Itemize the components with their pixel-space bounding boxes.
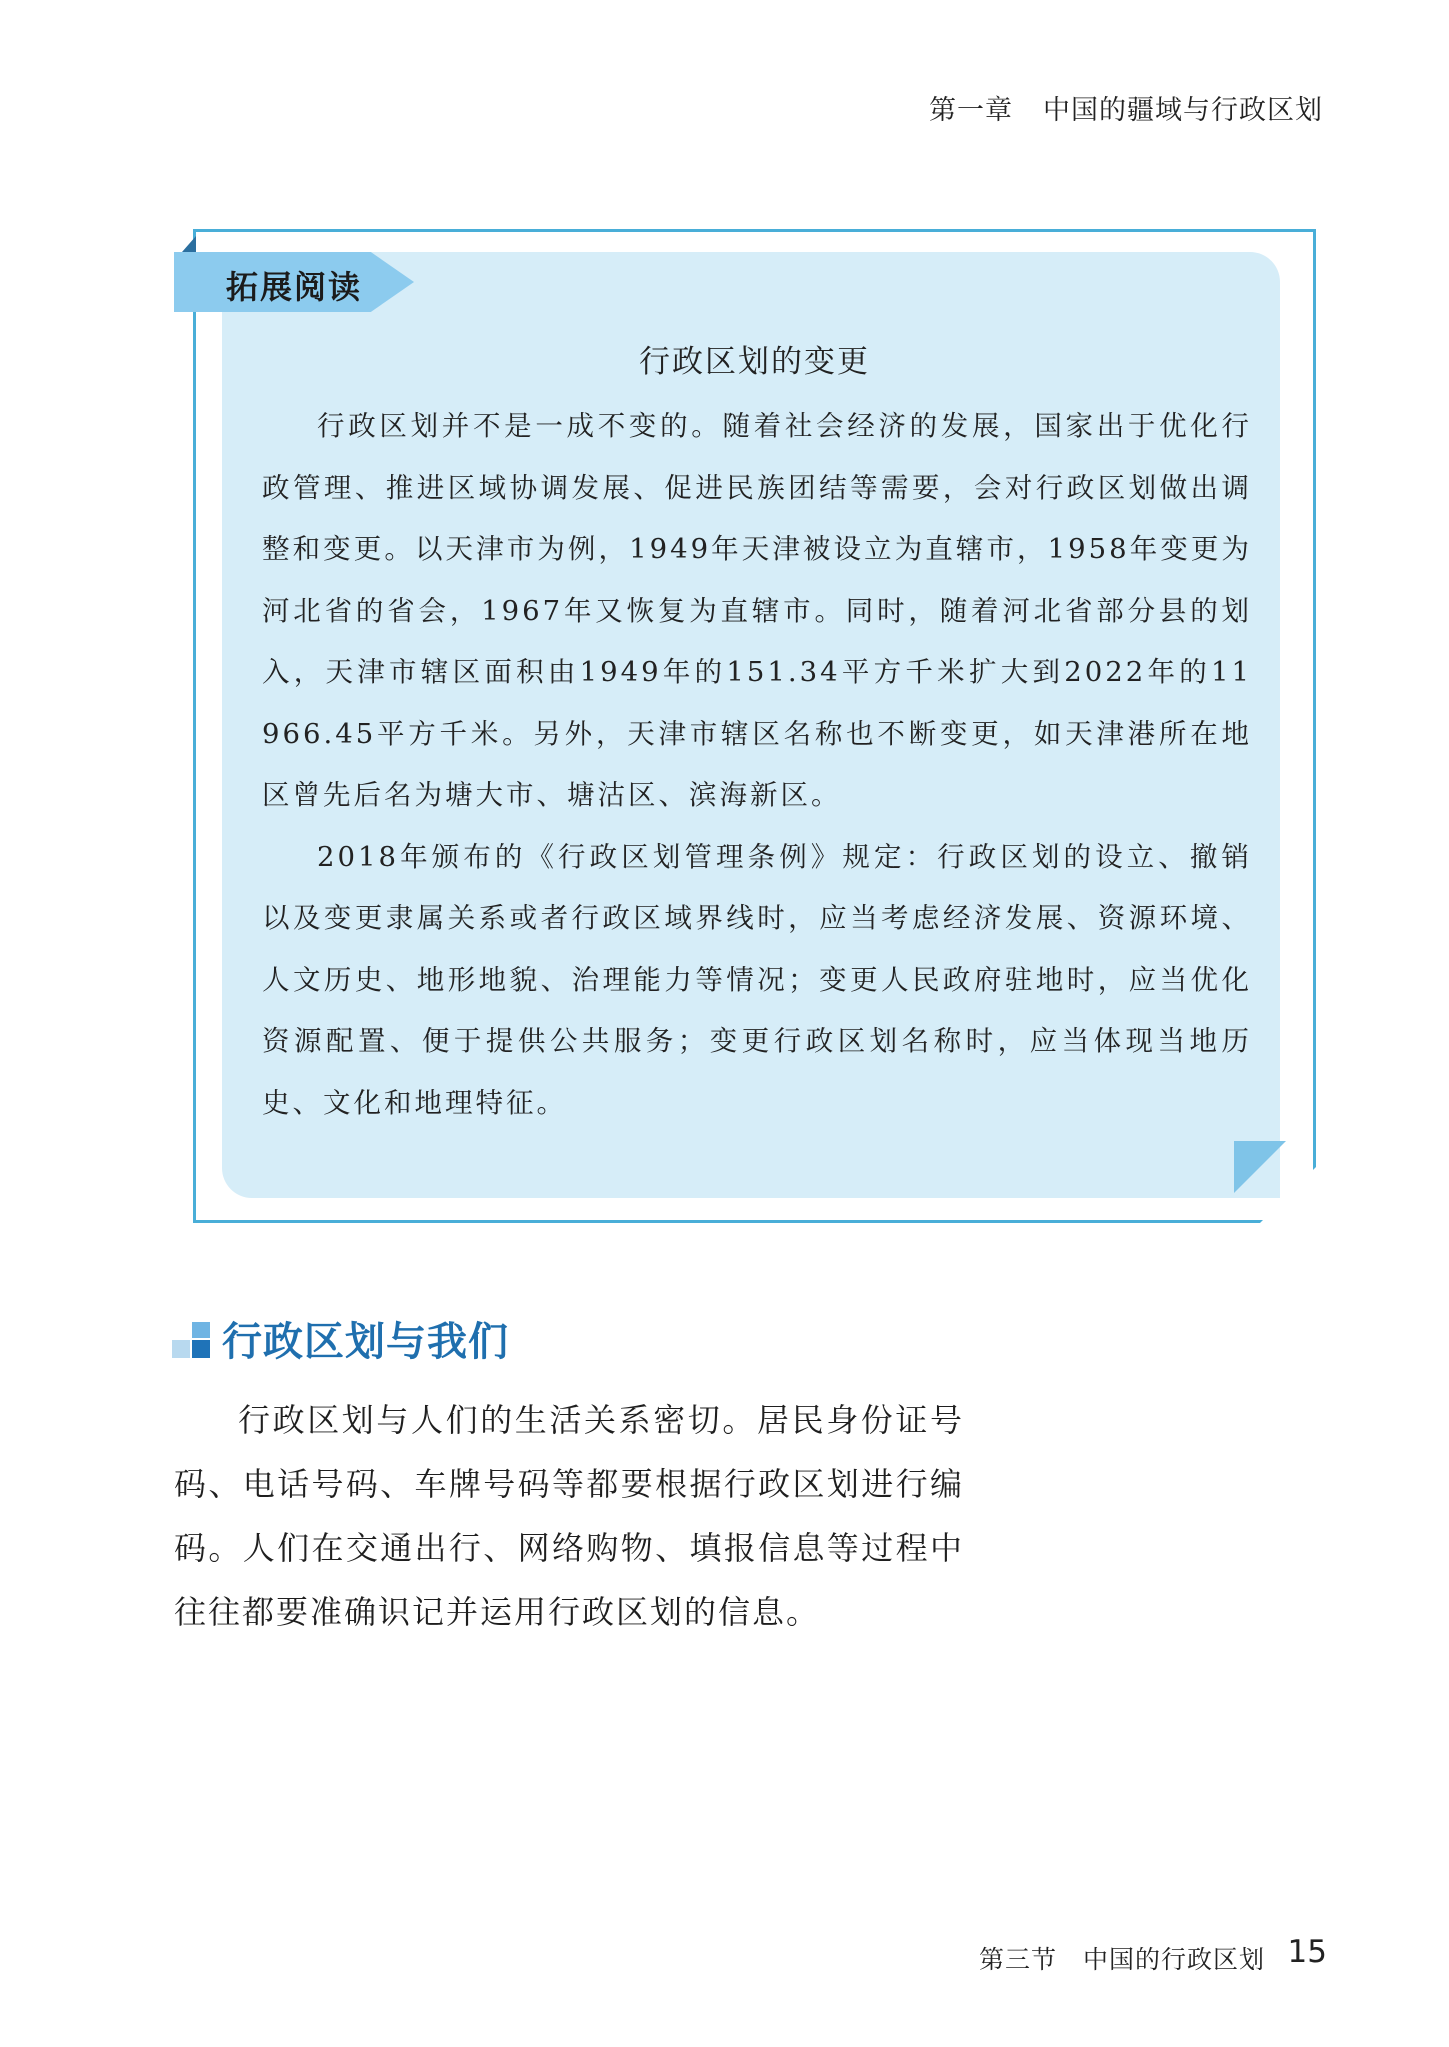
page-number: 15	[1287, 1934, 1327, 1970]
chapter-title: 中国的疆域与行政区划	[1043, 95, 1323, 126]
chapter-header	[929, 88, 1323, 127]
page-fold-flap	[1234, 1141, 1286, 1193]
footer-section-label: 第三节	[978, 1945, 1057, 1974]
section-body	[174, 1388, 964, 1644]
reading-title: 行政区划的变更	[639, 344, 870, 380]
extended-reading-tag-label: 拓展阅读	[226, 268, 363, 306]
footer-section-title: 中国的行政区划	[1082, 1945, 1265, 1974]
reading-body	[262, 396, 1252, 1134]
footer-section	[979, 1940, 1265, 1976]
section-squares-icon	[172, 1322, 212, 1360]
reading-paragraph: 行政区划并不是一成不变的。随着社会经济的发展，国家出于优化行政管理、推进区域协调发展、促进民族团结等需要，会对行政区划做出调整和变更。以天津市为例，1949年天津被设立为直辖市，1958年变更为河北省的省会，1967年又恢复为直辖市。同时，随着河北省部分县的划入，天津市辖区面积由1949年的151.34平方千米扩大到2022年的11 966.45平方千米。另外，天津市辖区名称也不断变更，如天津港所在地区曾先后名为塘大市、塘沽区、滨海新区。	[262, 410, 1252, 811]
chapter-number: 第一章	[929, 95, 1013, 126]
section-title: 行政区划与我们	[222, 1319, 509, 1365]
reading-paragraph: 2018年颁布的《行政区划管理条例》规定：行政区划的设立、撤销以及变更隶属关系或者行政区域界线时，应当考虑经济发展、资源环境、人文历史、地形地貌、治理能力等情况；变更人民政府驻地时，应当优化资源配置、便于提供公共服务；变更行政区划名称时，应当体现当地历史、文化和地理特征。	[262, 840, 1252, 1119]
tag-corner	[182, 236, 196, 252]
section-paragraph: 行政区划与人们的生活关系密切。居民身份证号码、电话号码、车牌号码等都要根据行政区划进行编码。人们在交通出行、网络购物、填报信息等过程中往往都要准确识记并运用行政区划的信息。	[174, 1401, 964, 1631]
